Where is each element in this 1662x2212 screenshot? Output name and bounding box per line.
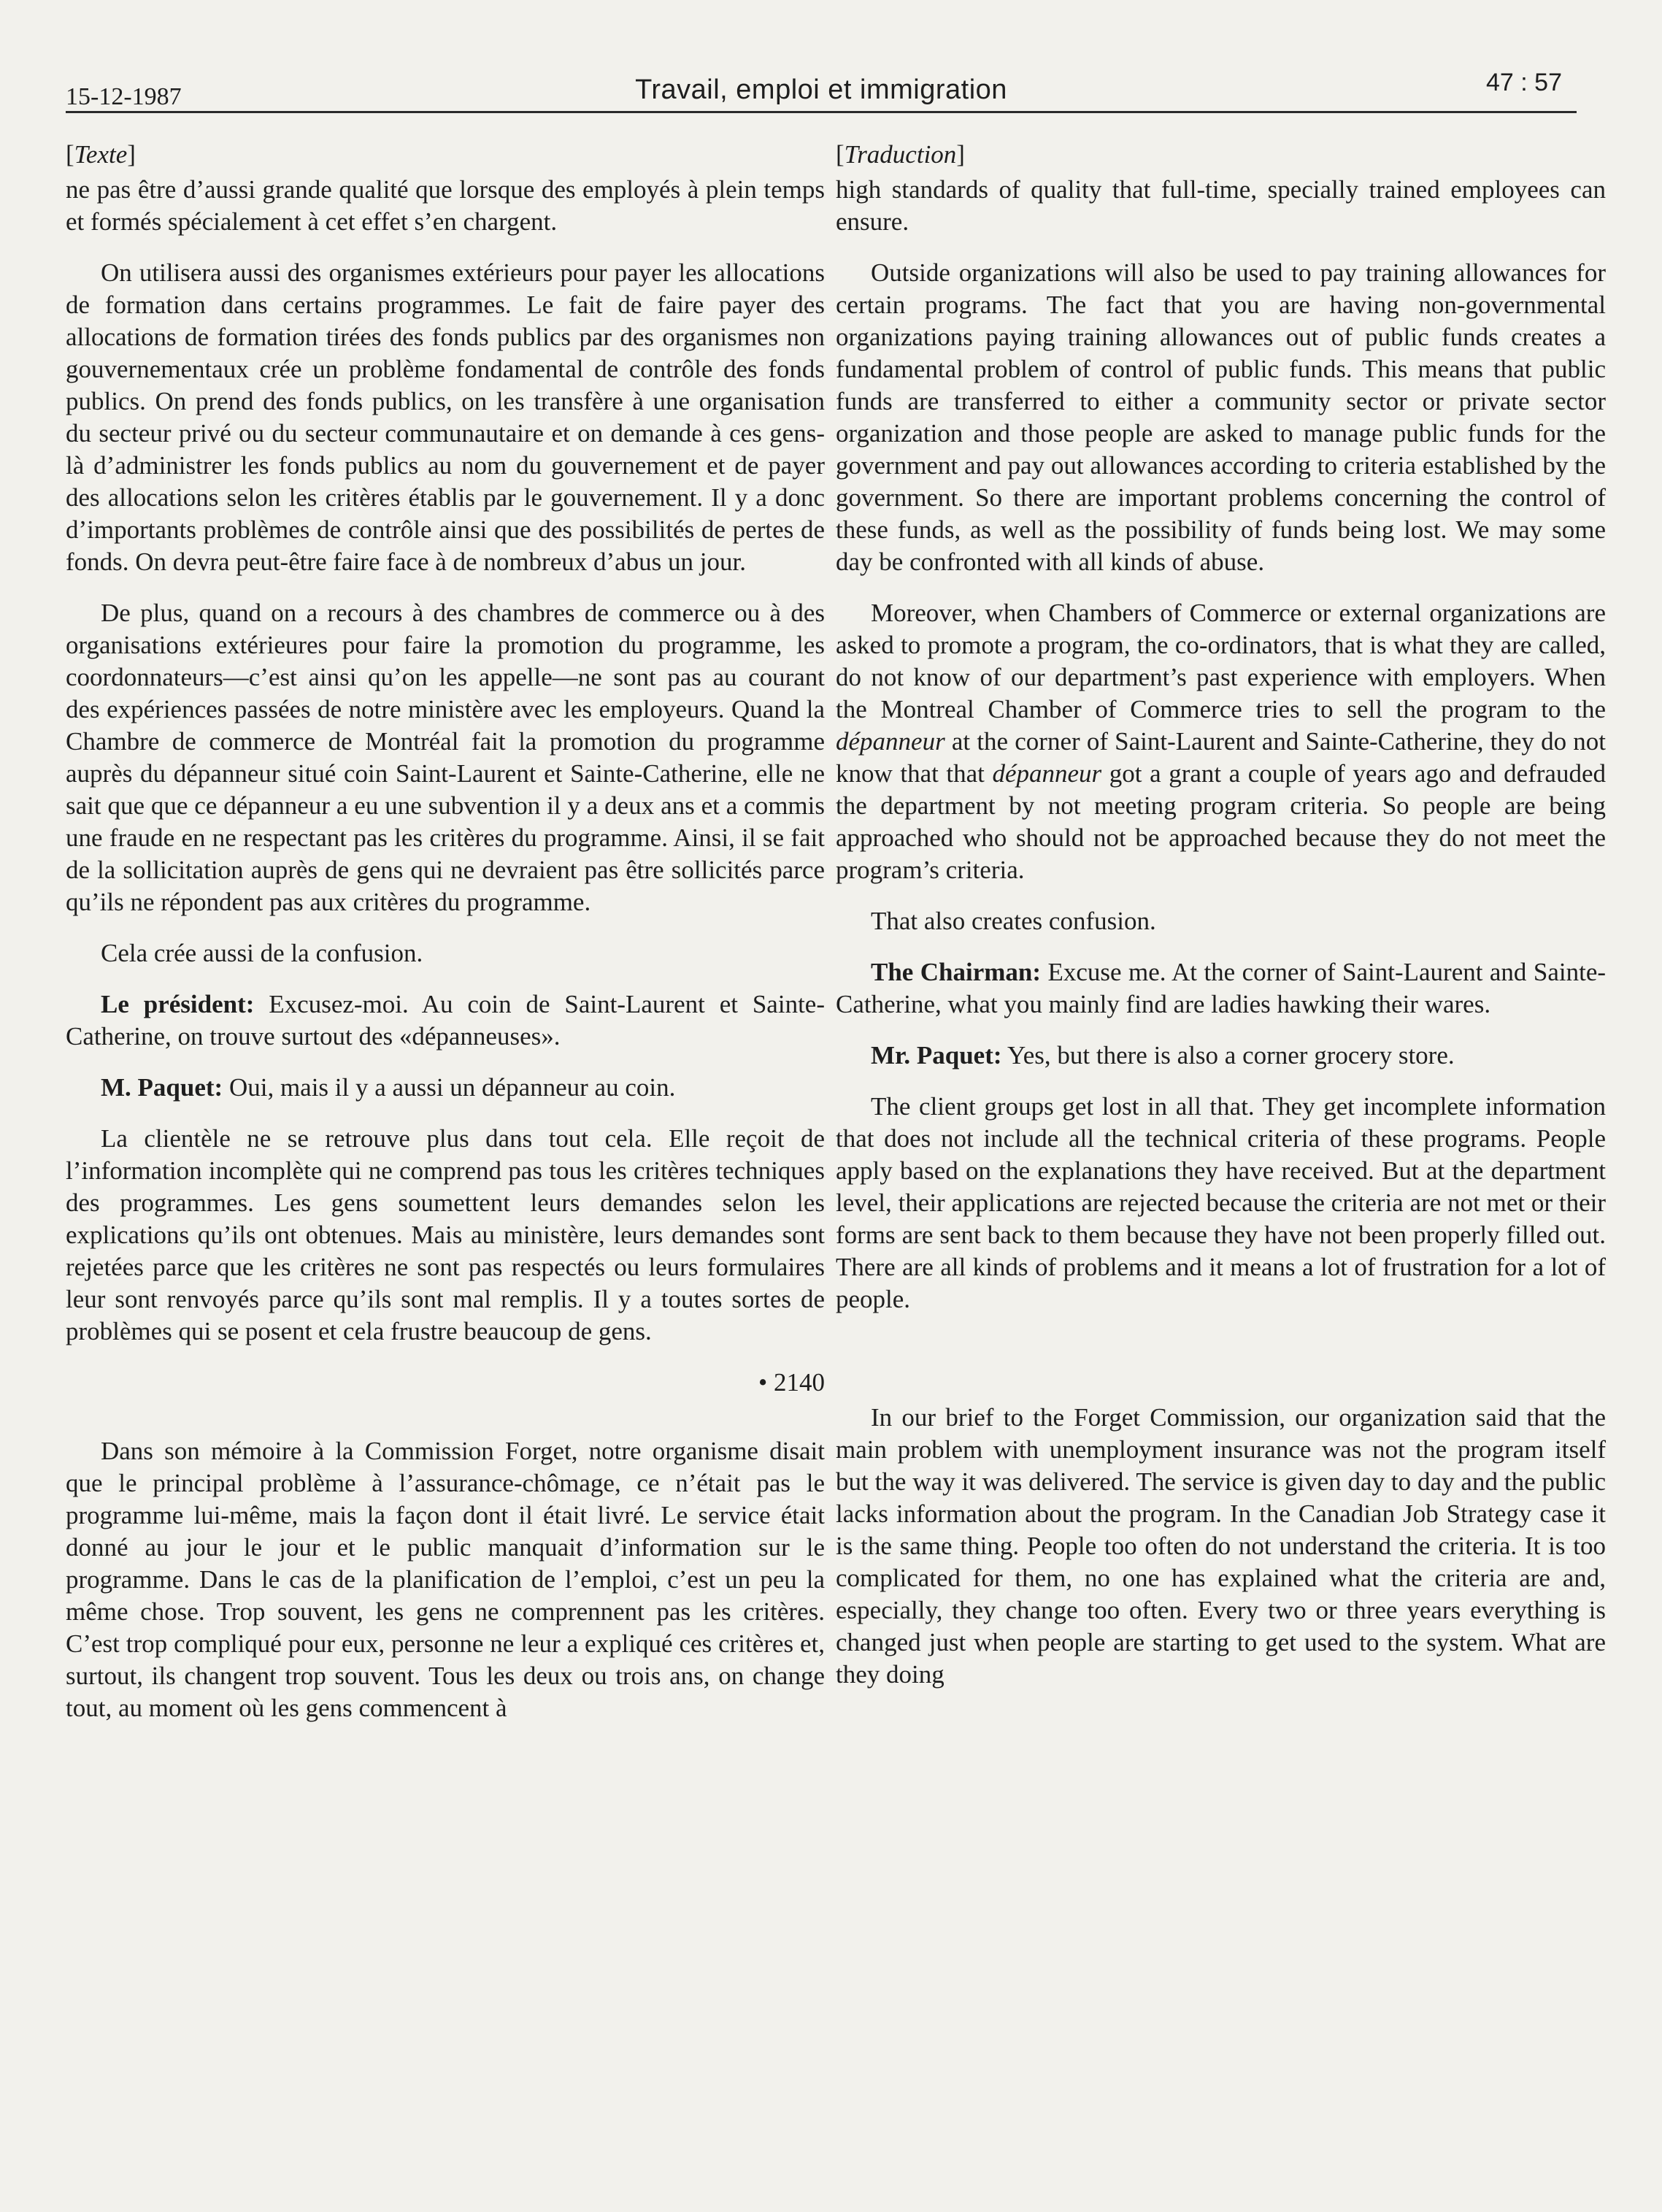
page-header [66,67,1577,113]
column-spacer [836,1335,1606,1402]
speaker-name: M. Paquet: [101,1073,223,1102]
left-paragraph-3: De plus, quand on a recours à des chambres de commerce ou à des organisations extérieures pour faire la promotion du programme, les coordonnateurs—c’est ainsi qu’on les appelle—ne sont pas au courant des expériences passées de notre ministère avec les employeurs. Quand la Chambre de commerce de Montréal fait la promotion du programme auprès du dépanneur situé coin Saint-Laurent et Sainte-Catherine, elle ne sait que que ce dépanneur a eu une subvention il y a deux ans et a commis une fraude en ne respectant pas les critères du programme. Ainsi, il se fait de la sollicitation auprès de gens qui ne devraient pas être sollicités parce qu’ils ne répondent pas aux critères du programme. [66,599,825,916]
left-paragraph-4: Cela crée aussi de la confusion. [101,939,423,967]
right-paragraph-3: Moreover, when Chambers of Commerce or external organizations are asked to promote a program, the co-ordinators, that is what they are called, do not know of our department’s past experience with employers. When the Montreal Chamber of Commerce tries to sell the program to the dépanneur at the corner of Saint-Laurent and Sainte-Catherine, they do not know that that dépanneur got a grant a couple of years ago and defrauded the department by not meeting program criteria. So people are being approached who should not be approached because they do not meet the program’s criteria. [836,599,1606,884]
left-column-french [66,139,825,1743]
right-paragraph-1: high standards of quality that full-time, specially trained employees can ensure. [836,175,1606,236]
left-paragraph-1: ne pas être d’aussi grande qualité que lorsque des employés à plein temps et formés spécialement à cet effet s’en chargent. [66,175,825,236]
header-title: Travail, emploi et immigration [635,74,1007,105]
left-column-label: [Texte] [66,140,136,169]
right-paragraph-2: Outside organizations will also be used to pay training allowances for certain programs. The fact that you are having non-governmental organizations paying training allowances out of public funds creates a fundamental problem of control of public funds. This means that public funds are transferred to either a community sector or private sector organization and those people are asked to manage public funds for the government and pay out allowances according to criteria established by the government. So there are important problems concerning the control of these funds, as well as the possibility of funds being lost. We may some day be confronted with all kinds of abuse. [836,258,1606,576]
speaker-name: Mr. Paquet: [871,1041,1002,1069]
right-paragraph-7: The client groups get lost in all that. They get incomplete information that does not include all the technical criteria of these programs. People apply based on the explanations they have received. But at the department level, their applications are rejected because the criteria are not met or their forms are sent back to them because they have not been properly filled out. There are all kinds of problems and it means a lot of frustration for a lot of people. [836,1092,1606,1313]
right-paragraph-5: The Chairman: Excuse me. At the corner of Saint-Laurent and Sainte-Catherine, what you mainly find are ladies hawking their wares. [836,958,1607,1018]
speaker-name: The Chairman: [871,958,1042,986]
right-column-english [836,139,1606,1710]
header-page-number: 47 : 57 [1486,69,1562,96]
left-paragraph-8: Dans son mémoire à la Commission Forget, notre organisme disait que le principal problème à l’assurance-chômage, ce n’était pas le programme lui-même, mais la façon dont il était livré. Le service était donné au jour le jour et le public manquait d’information sur le programme. Dans le cas de la planification de l’emploi, c’est un peu la même chose. Trop souvent, les gens ne comprennent pas les critères. C’est trop compliqué pour eux, personne ne leur a expliqué ces critères et, surtout, ils changent trop souvent. Tous les deux ou trois ans, on change tout, au moment où les gens commencent à [66,1437,825,1722]
left-paragraph-6: M. Paquet: Oui, mais il y a aussi un dépanneur au coin. [101,1073,676,1102]
left-paragraph-5: Le président: Excusez-moi. Au coin de Saint-Laurent et Sainte-Catherine, on trouve surtout des «dépanneuses». [66,990,825,1051]
right-paragraph-8: In our brief to the Forget Commission, our organization said that the main problem with unemployment insurance was not the program itself but the way it was delivered. The service is given day to day and the public lacks information about the program. In the Canadian Job Strategy case it is the same thing. People too often do not understand the criteria. It is too complicated for them, no one has explained what the criteria are and, especially, they change too often. Every two or three years everything is changed just when people are starting to get used to the system. What are they doing [836,1403,1606,1689]
left-paragraph-2: On utilisera aussi des organismes extérieurs pour payer les allocations de formation dans certains programmes. Le fait de faire payer des allocations de formation tirées des fonds publics par des organismes non gouvernementaux crée un problème fondamental de contrôle des fonds publics. On prend des fonds publics, on les transfère à une organisation du secteur privé ou du secteur communautaire et on demande à ces gens-là d’administrer les fonds publics au nom du gouvernement et de payer des allocations selon les critères établis par le gouvernement. Il y a donc d’importants problèmes de contrôle ainsi que des possibilités de pertes de fonds. On devra peut-être faire face à de nombreux d’abus un jour. [66,258,825,576]
time-marker: • 2140 [758,1368,825,1397]
left-paragraph-7: La clientèle ne se retrouve plus dans tout cela. Elle reçoit de l’information incomplète qui ne comprend pas tous les critères techniques des programmes. Les gens soumettent leurs demandes selon les explications qu’ils ont obtenues. Mais au ministère, leurs demandes sont rejetées parce que les critères ne sont pas respectés ou leurs formulaires leur sont renvoyés parce qu’ils sont mal remplis. Il y a toutes sortes de problèmes qui se posent et cela frustre beaucoup de gens. [66,1124,825,1345]
header-date: 15-12-1987 [66,83,182,110]
right-paragraph-6: Mr. Paquet: Yes, but there is also a corner grocery store. [871,1041,1455,1069]
speaker-name: Le président: [101,990,255,1018]
right-paragraph-4: That also creates confusion. [871,907,1156,935]
right-column-label: [Traduction] [836,140,965,169]
